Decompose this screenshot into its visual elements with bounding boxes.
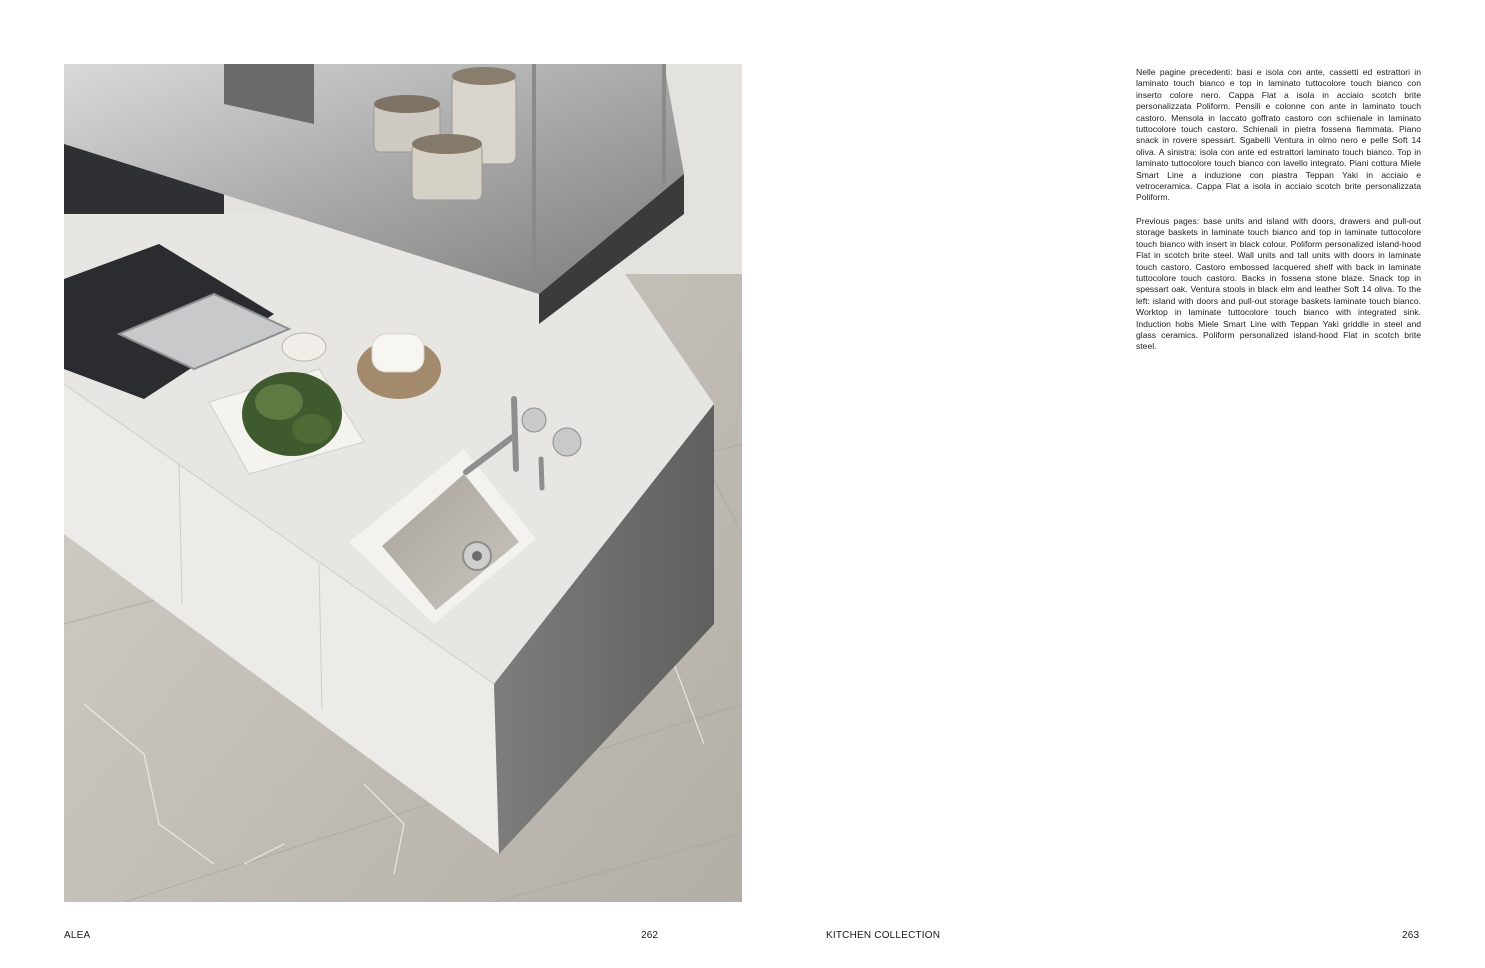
cheese xyxy=(372,334,424,372)
salt-bowl xyxy=(282,333,326,361)
footer-left-page-number: 262 xyxy=(641,930,659,941)
caption-italian: Nelle pagine precedenti: basi e isola con ante, cassetti ed estrattori in laminato touch bianco e top in laminato tuttocolore touch bianco con inserto colore nero. Cappa Flat a isola in acciaio scotch brite personalizzata Poliform. Pensili e colonne con ante in laminato touch castoro. Mensola in laccato goffrato castoro con schienale in laminato tuttocolore touch castoro. Schienali in pietra fossena fiammata. Piano snack in rovere spessart. Sgabelli Ventura in olmo nero e pelle Soft 14 oliva. A sinistra: isola con ante ed estrattori laminato touch bianco. Top in laminato tuttocolore touch bianco con lavello integrato. Piani cottura Miele Smart Line a induzione con piastra Teppan Yaki in acciaio e vetroceramica. Cappa Flat a isola in acciaio scotch brite personalizzata Poliform. xyxy=(1136,67,1421,203)
product-caption xyxy=(1136,67,1421,365)
kitchen-island-photo xyxy=(64,64,742,902)
caption-english: Previous pages: base units and island with doors, drawers and pull-out storage baskets in laminate touch bianco and top in laminate tuttocolore touch bianco with insert in black colour. Poliform personalized island-hood Flat in scotch brite steel. Wall units and tall units with doors in laminate touch castoro. Castoro embossed lacquered shelf with back in laminate tuttocolore touch castoro. Backs in fossena stone blaze. Snack top in spessart oak. Ventura stools in black elm and leather Soft 14 oliva. To the left: island with doors and pull-out storage baskets laminate touch bianco. Worktop in laminate tuttocolore touch bianco with integrated sink. Induction hobs Miele Smart Line with Teppan Yaki griddle in steel and glass ceramics. Poliform personalized island-hood Flat in scotch brite steel. xyxy=(1136,215,1421,352)
footer-left-title: ALEA xyxy=(64,930,91,941)
soap-dispenser xyxy=(541,459,542,488)
footer-right-title: KITCHEN COLLECTION xyxy=(826,930,941,941)
footer-right-page-number: 263 xyxy=(1402,930,1420,941)
